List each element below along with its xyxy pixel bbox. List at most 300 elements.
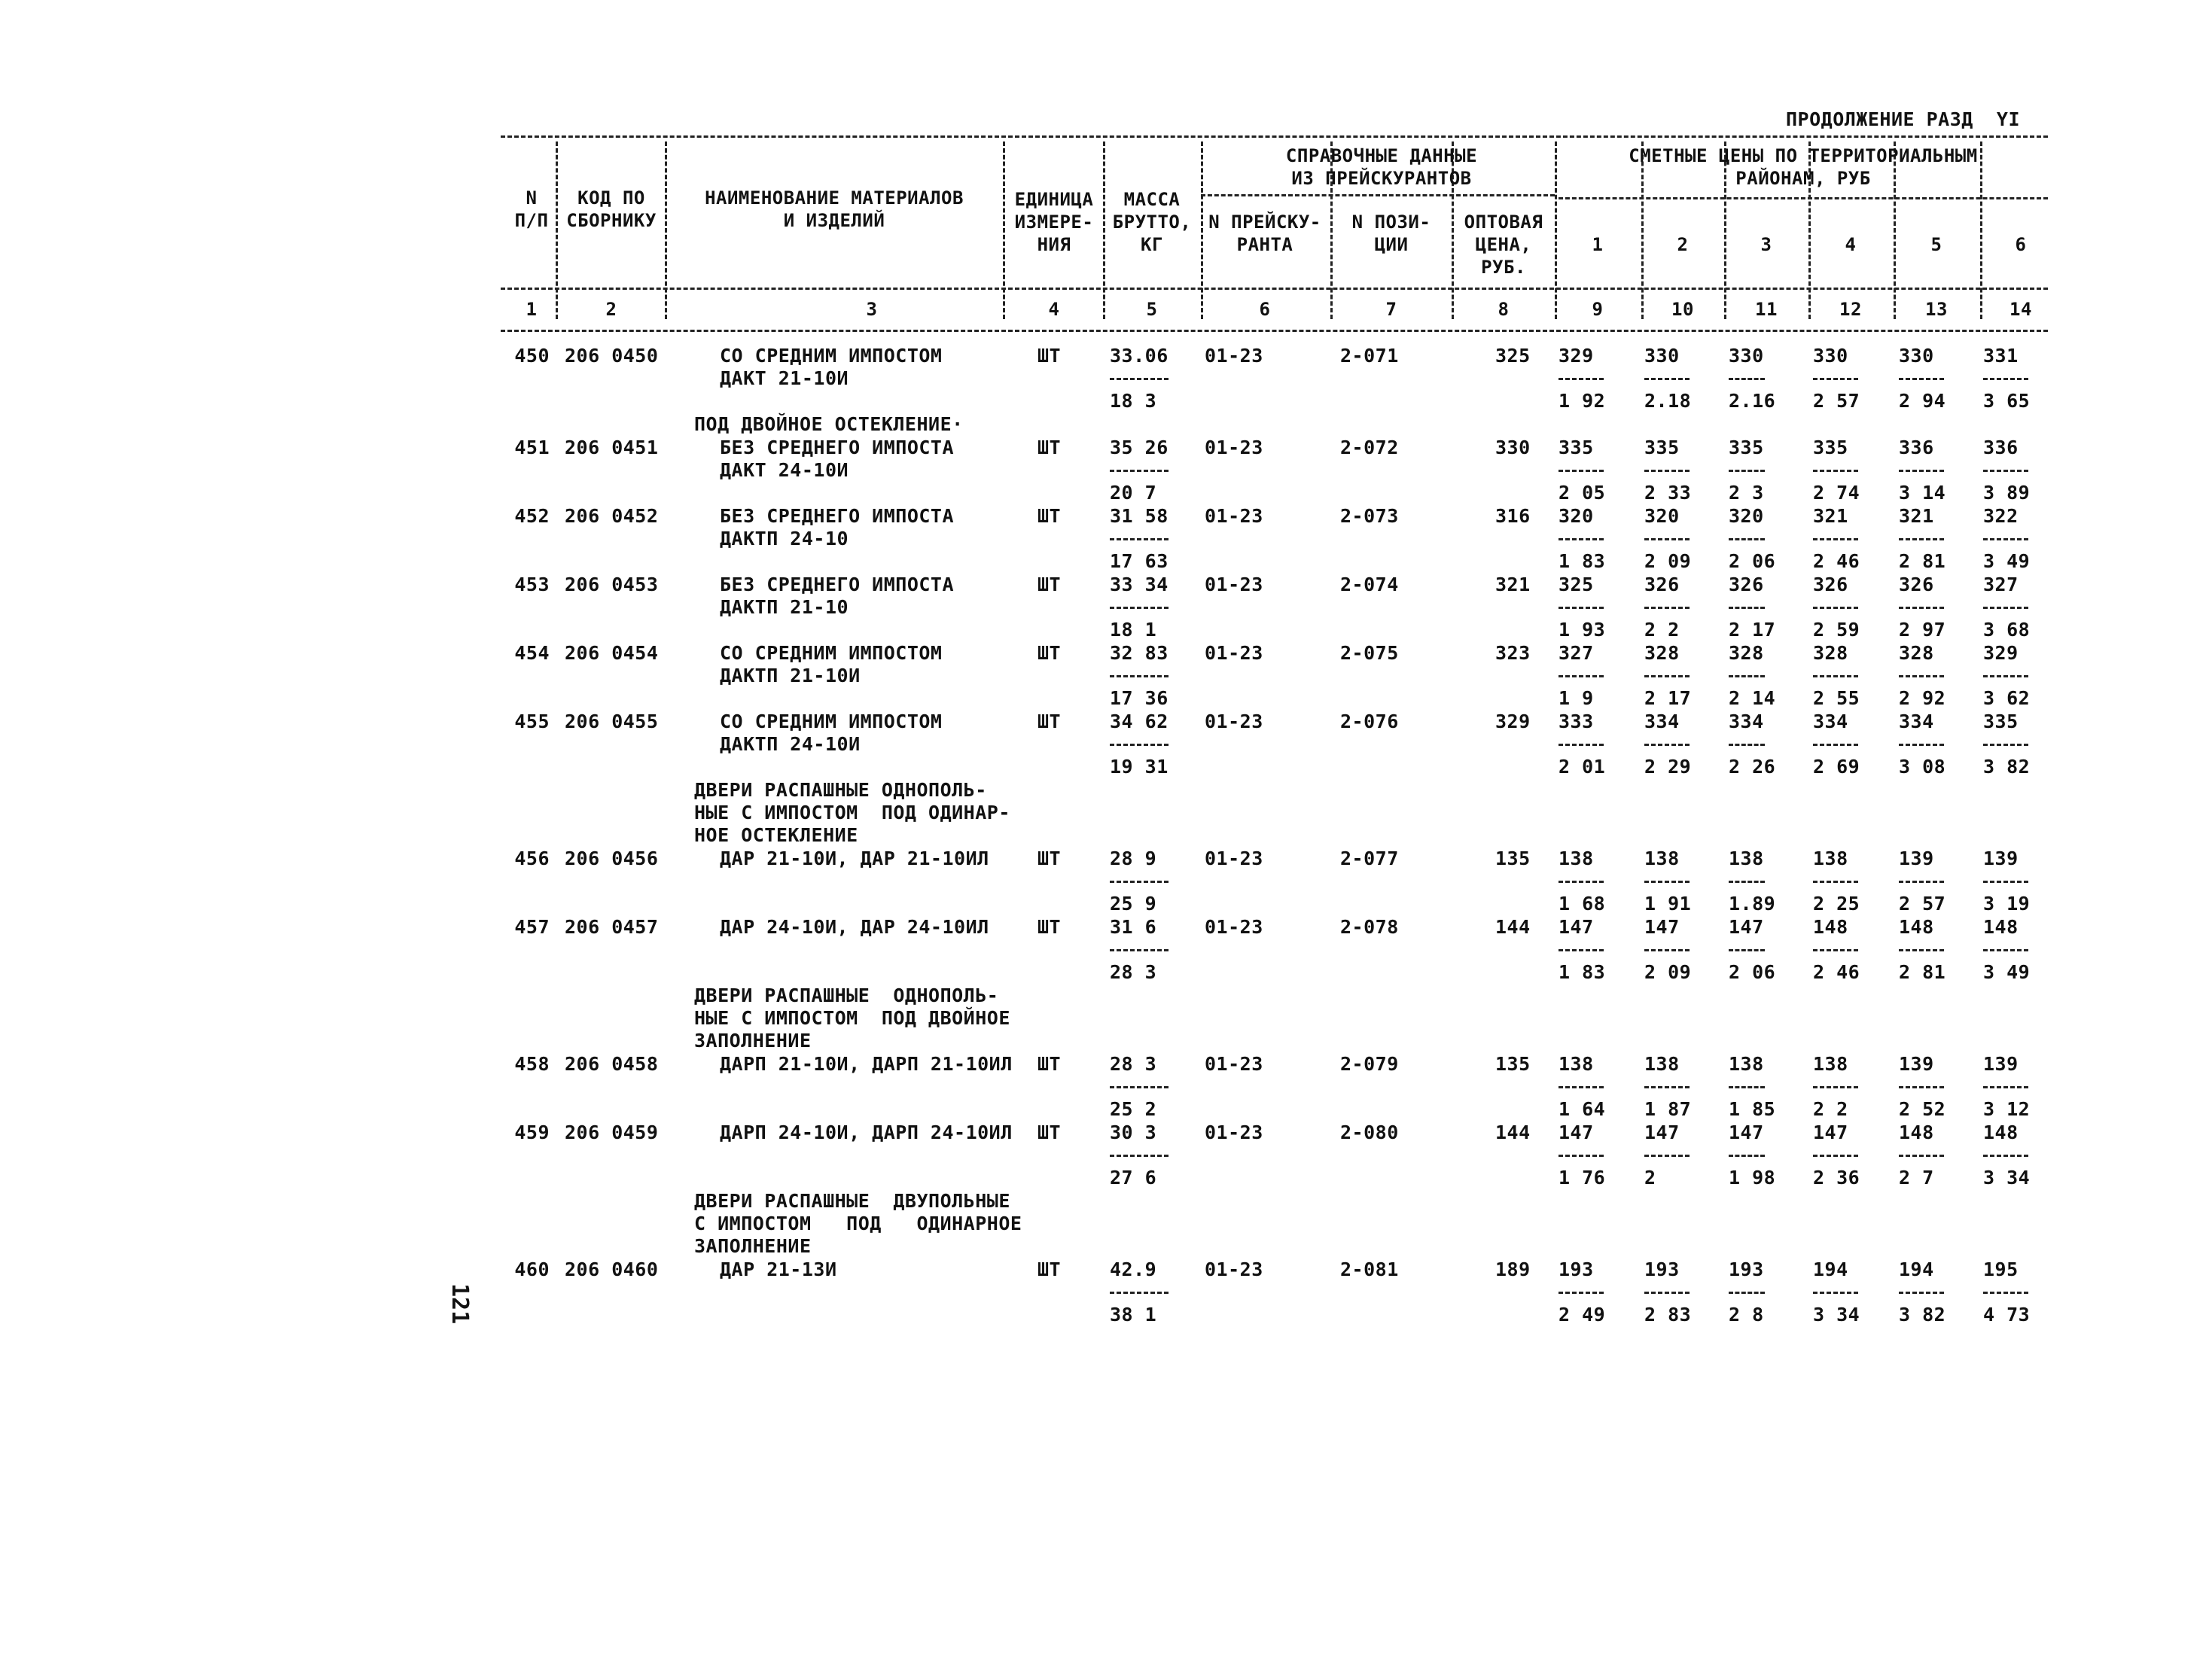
header-col2: КОД ПО xyxy=(577,187,645,208)
region-price-6: 331 xyxy=(1983,345,2019,367)
region-transport-1: 1 92 xyxy=(1559,390,1606,412)
item-name: СО СРЕДНИМ ИМПОСТОМ xyxy=(720,711,943,732)
region-transport-5: 2 52 xyxy=(1899,1098,1946,1120)
unit: ШТ xyxy=(1037,642,1062,664)
region-price-5: 330 xyxy=(1899,345,1934,367)
region-price-fraction-bar xyxy=(1729,538,1765,540)
region-price-fraction-bar xyxy=(1813,675,1858,677)
unit: ШТ xyxy=(1037,437,1062,458)
header-numbers-rule xyxy=(501,330,2048,332)
row-code: 206 0455 xyxy=(565,711,659,732)
position-number: 2-076 xyxy=(1340,711,1399,732)
region-price-1: 320 xyxy=(1559,505,1594,527)
header-bottom-rule xyxy=(501,288,2048,290)
region-price-3: 326 xyxy=(1729,574,1764,595)
mass-brutto: 32 83 xyxy=(1110,642,1169,664)
region-price-fraction-bar xyxy=(1813,881,1858,883)
position-number: 2-075 xyxy=(1340,642,1399,664)
row-number: 455 xyxy=(514,711,550,732)
header-col5: МАССА xyxy=(1123,189,1181,210)
region-price-2: 334 xyxy=(1644,711,1680,732)
region-price-fraction-bar xyxy=(1644,675,1690,677)
region-price-fraction-bar xyxy=(1899,378,1944,380)
region-price-6: 335 xyxy=(1983,711,2019,732)
region-price-fraction-bar xyxy=(1559,744,1604,746)
region-price-fraction-bar xyxy=(1899,949,1944,951)
region-price-fraction-bar xyxy=(1899,1292,1944,1294)
region-price-5: 148 xyxy=(1899,1122,1934,1143)
page-number: 121 xyxy=(446,1283,473,1325)
row-code: 206 0458 xyxy=(565,1053,659,1075)
region-price-fraction-bar xyxy=(1899,1155,1944,1157)
row-code: 206 0450 xyxy=(565,345,659,367)
position-number: 2-072 xyxy=(1340,437,1399,458)
region-transport-5: 2 7 xyxy=(1899,1167,1934,1188)
region-price-6: 139 xyxy=(1983,848,2019,869)
region-price-2: 147 xyxy=(1644,1122,1680,1143)
item-name: ДАРП 24-10И, ДАРП 24-10ИЛ xyxy=(720,1122,1013,1143)
row-code: 206 0451 xyxy=(565,437,659,458)
region-price-1: 138 xyxy=(1559,848,1594,869)
header-column-number: 1 xyxy=(526,299,538,320)
wholesale-price: 323 xyxy=(1495,642,1531,664)
region-transport-3: 2 06 xyxy=(1729,961,1776,983)
region-transport-5: 2 97 xyxy=(1899,619,1946,641)
header-region-2: 2 xyxy=(1677,234,1689,255)
row-code: 206 0454 xyxy=(565,642,659,664)
region-transport-2: 1 91 xyxy=(1644,893,1692,915)
region-transport-5: 3 82 xyxy=(1899,1304,1946,1325)
item-name: БЕЗ СРЕДНЕГО ИМПОСТА xyxy=(720,505,955,527)
header-column-number: 3 xyxy=(866,299,878,320)
region-price-2: 138 xyxy=(1644,1053,1680,1075)
region-transport-5: 2 92 xyxy=(1899,687,1946,709)
region-transport-3: 1 98 xyxy=(1729,1167,1776,1188)
group-heading: ДВЕРИ РАСПАШНЫЕ ОДНОПОЛЬ- xyxy=(694,985,999,1006)
mass-fraction-bar xyxy=(1110,1155,1169,1157)
wholesale-price: 144 xyxy=(1495,916,1531,938)
row-number: 451 xyxy=(514,437,550,458)
item-name: ДАКТ 24-10И xyxy=(720,459,849,481)
region-price-1: 329 xyxy=(1559,345,1594,367)
item-name: ДАКТ 21-10И xyxy=(720,367,849,389)
row-number: 454 xyxy=(514,642,550,664)
region-price-fraction-bar xyxy=(1899,1086,1944,1088)
region-transport-6: 3 89 xyxy=(1983,482,2031,504)
region-price-5: 139 xyxy=(1899,848,1934,869)
region-transport-1: 1 68 xyxy=(1559,893,1606,915)
header-region-3: 3 xyxy=(1760,234,1772,255)
price-list-number: 01-23 xyxy=(1205,345,1263,367)
mass-brutto: 28 9 xyxy=(1110,848,1157,869)
region-price-5: 328 xyxy=(1899,642,1934,664)
item-name: БЕЗ СРЕДНЕГО ИМПОСТА xyxy=(720,574,955,595)
region-transport-2: 2 33 xyxy=(1644,482,1692,504)
region-price-fraction-bar xyxy=(1899,675,1944,677)
row-number: 453 xyxy=(514,574,550,595)
region-price-2: 335 xyxy=(1644,437,1680,458)
region-transport-3: 2 8 xyxy=(1729,1304,1764,1325)
region-transport-2: 2 17 xyxy=(1644,687,1692,709)
region-price-2: 330 xyxy=(1644,345,1680,367)
header-column-number: 12 xyxy=(1839,299,1862,320)
unit: ШТ xyxy=(1037,505,1062,527)
header-col4: ИЗМЕРЕ- xyxy=(1014,212,1094,233)
header-group-prices: РАЙОНАМ, РУБ xyxy=(1735,168,1871,189)
region-transport-3: 2 14 xyxy=(1729,687,1776,709)
group-heading: НЫЕ С ИМПОСТОМ ПОД ОДИНАР- xyxy=(694,802,1010,823)
header-col3: И ИЗДЕЛИЙ xyxy=(783,210,885,231)
region-price-fraction-bar xyxy=(1983,1292,2028,1294)
mass-fraction-bar xyxy=(1110,607,1169,609)
header-column-number: 2 xyxy=(605,299,617,320)
region-price-fraction-bar xyxy=(1644,1155,1690,1157)
row-number: 452 xyxy=(514,505,550,527)
wholesale-price: 325 xyxy=(1495,345,1531,367)
row-number: 457 xyxy=(514,916,550,938)
region-price-1: 138 xyxy=(1559,1053,1594,1075)
region-transport-2: 2 xyxy=(1644,1167,1656,1188)
region-price-fraction-bar xyxy=(1899,744,1944,746)
wholesale-price: 189 xyxy=(1495,1258,1531,1280)
position-number: 2-077 xyxy=(1340,848,1399,869)
wholesale-price: 316 xyxy=(1495,505,1531,527)
header-region-6: 6 xyxy=(2015,234,2027,255)
region-price-1: 333 xyxy=(1559,711,1594,732)
group-heading: С ИМПОСТОМ ПОД ОДИНАРНОЕ xyxy=(694,1213,1022,1234)
region-price-1: 193 xyxy=(1559,1258,1594,1280)
region-price-1: 147 xyxy=(1559,916,1594,938)
region-price-4: 138 xyxy=(1813,848,1848,869)
region-price-fraction-bar xyxy=(1813,1292,1858,1294)
region-transport-1: 1 64 xyxy=(1559,1098,1606,1120)
region-transport-1: 1 93 xyxy=(1559,619,1606,641)
region-price-fraction-bar xyxy=(1899,881,1944,883)
unit: ШТ xyxy=(1037,711,1062,732)
price-list-number: 01-23 xyxy=(1205,505,1263,527)
region-price-fraction-bar xyxy=(1729,1155,1765,1157)
section-continuation-title: ПРОДОЛЖЕНИЕ РАЗД YI xyxy=(1786,108,2021,130)
item-name: ДАКТП 21-10 xyxy=(720,596,849,618)
region-price-fraction-bar xyxy=(1983,881,2028,883)
region-transport-6: 3 62 xyxy=(1983,687,2031,709)
region-price-fraction-bar xyxy=(1559,881,1604,883)
price-list-number: 01-23 xyxy=(1205,916,1263,938)
region-price-fraction-bar xyxy=(1899,470,1944,472)
region-price-2: 147 xyxy=(1644,916,1680,938)
row-code: 206 0453 xyxy=(565,574,659,595)
region-price-fraction-bar xyxy=(1559,1155,1604,1157)
region-transport-1: 2 01 xyxy=(1559,756,1606,778)
item-name: ДАКТП 21-10И xyxy=(720,665,861,686)
header-column-number: 6 xyxy=(1259,299,1271,320)
region-price-fraction-bar xyxy=(1729,378,1765,380)
region-transport-5: 2 94 xyxy=(1899,390,1946,412)
region-transport-3: 1 85 xyxy=(1729,1098,1776,1120)
region-transport-2: 2 29 xyxy=(1644,756,1692,778)
region-price-3: 147 xyxy=(1729,916,1764,938)
region-price-fraction-bar xyxy=(1983,378,2028,380)
region-price-3: 138 xyxy=(1729,848,1764,869)
region-price-fraction-bar xyxy=(1559,538,1604,540)
region-price-1: 147 xyxy=(1559,1122,1594,1143)
header-col5: БРУТТО, xyxy=(1112,212,1192,233)
mass-net: 28 3 xyxy=(1110,961,1157,983)
region-price-fraction-bar xyxy=(1813,538,1858,540)
region-price-fraction-bar xyxy=(1983,675,2028,677)
header-column-number: 7 xyxy=(1385,299,1397,320)
region-transport-6: 3 65 xyxy=(1983,390,2031,412)
region-price-fraction-bar xyxy=(1644,881,1690,883)
region-price-fraction-bar xyxy=(1729,675,1765,677)
group-heading: ЗАПОЛНЕНИЕ xyxy=(694,1235,812,1257)
row-code: 206 0456 xyxy=(565,848,659,869)
region-price-5: 194 xyxy=(1899,1258,1934,1280)
mass-brutto: 31 6 xyxy=(1110,916,1157,938)
price-list-number: 01-23 xyxy=(1205,1258,1263,1280)
item-name: БЕЗ СРЕДНЕГО ИМПОСТА xyxy=(720,437,955,458)
position-number: 2-073 xyxy=(1340,505,1399,527)
region-price-5: 334 xyxy=(1899,711,1934,732)
mass-brutto: 42.9 xyxy=(1110,1258,1157,1280)
item-name: СО СРЕДНИМ ИМПОСТОМ xyxy=(720,642,943,664)
item-name: ДАР 21-13И xyxy=(720,1258,837,1280)
wholesale-price: 330 xyxy=(1495,437,1531,458)
region-price-fraction-bar xyxy=(1559,470,1604,472)
row-number: 459 xyxy=(514,1122,550,1143)
region-price-fraction-bar xyxy=(1644,1086,1690,1088)
region-price-fraction-bar xyxy=(1983,538,2028,540)
region-transport-4: 2 36 xyxy=(1813,1167,1860,1188)
region-transport-6: 3 34 xyxy=(1983,1167,2031,1188)
region-transport-6: 3 49 xyxy=(1983,961,2031,983)
region-transport-4: 2 2 xyxy=(1813,1098,1848,1120)
item-name: ДАРП 21-10И, ДАРП 21-10ИЛ xyxy=(720,1053,1013,1075)
mass-net: 17 36 xyxy=(1110,687,1169,709)
region-price-fraction-bar xyxy=(1729,949,1765,951)
group-heading: ДВЕРИ РАСПАШНЫЕ ДВУПОЛЬНЫЕ xyxy=(694,1190,1010,1212)
mass-fraction-bar xyxy=(1110,1086,1169,1088)
header-region-1: 1 xyxy=(1592,234,1604,255)
region-price-fraction-bar xyxy=(1729,470,1765,472)
region-price-fraction-bar xyxy=(1813,470,1858,472)
group-heading: НОЕ ОСТЕКЛЕНИЕ xyxy=(694,824,858,846)
region-price-4: 326 xyxy=(1813,574,1848,595)
region-price-fraction-bar xyxy=(1983,744,2028,746)
region-price-4: 334 xyxy=(1813,711,1848,732)
group-heading: ПОД ДВОЙНОЕ ОСТЕКЛЕНИЕ· xyxy=(694,413,964,435)
region-transport-6: 3 49 xyxy=(1983,550,2031,572)
region-price-4: 328 xyxy=(1813,642,1848,664)
mass-fraction-bar xyxy=(1110,949,1169,951)
header-column-number: 10 xyxy=(1671,299,1694,320)
region-price-fraction-bar xyxy=(1813,607,1858,609)
region-price-3: 147 xyxy=(1729,1122,1764,1143)
mass-brutto: 30 3 xyxy=(1110,1122,1157,1143)
region-transport-6: 3 82 xyxy=(1983,756,2031,778)
mass-brutto: 31 58 xyxy=(1110,505,1169,527)
region-transport-4: 2 59 xyxy=(1813,619,1860,641)
price-list-number: 01-23 xyxy=(1205,574,1263,595)
region-transport-3: 2 26 xyxy=(1729,756,1776,778)
region-price-fraction-bar xyxy=(1899,607,1944,609)
region-price-5: 326 xyxy=(1899,574,1934,595)
region-transport-5: 3 14 xyxy=(1899,482,1946,504)
row-code: 206 0452 xyxy=(565,505,659,527)
region-transport-2: 2.18 xyxy=(1644,390,1692,412)
group-heading: ЗАПОЛНЕНИЕ xyxy=(694,1030,812,1052)
region-transport-5: 2 81 xyxy=(1899,961,1946,983)
position-number: 2-071 xyxy=(1340,345,1399,367)
region-transport-1: 1 9 xyxy=(1559,687,1594,709)
region-transport-4: 2 46 xyxy=(1813,961,1860,983)
region-transport-3: 1.89 xyxy=(1729,893,1776,915)
region-transport-2: 2 09 xyxy=(1644,961,1692,983)
region-price-fraction-bar xyxy=(1813,1086,1858,1088)
item-name: ДАР 24-10И, ДАР 24-10ИЛ xyxy=(720,916,989,938)
region-price-fraction-bar xyxy=(1983,1155,2028,1157)
header-column-number: 11 xyxy=(1755,299,1778,320)
wholesale-price: 135 xyxy=(1495,848,1531,869)
region-price-3: 328 xyxy=(1729,642,1764,664)
row-number: 450 xyxy=(514,345,550,367)
item-name: ДАКТП 24-10 xyxy=(720,528,849,549)
mass-net: 25 9 xyxy=(1110,893,1157,915)
region-transport-3: 2.16 xyxy=(1729,390,1776,412)
region-price-fraction-bar xyxy=(1644,949,1690,951)
mass-brutto: 33.06 xyxy=(1110,345,1169,367)
region-price-5: 336 xyxy=(1899,437,1934,458)
header-col5: КГ xyxy=(1141,234,1163,255)
wholesale-price: 329 xyxy=(1495,711,1531,732)
unit: ШТ xyxy=(1037,1122,1062,1143)
region-price-fraction-bar xyxy=(1729,607,1765,609)
unit: ШТ xyxy=(1037,848,1062,869)
region-price-5: 139 xyxy=(1899,1053,1934,1075)
row-number: 456 xyxy=(514,848,550,869)
region-price-1: 327 xyxy=(1559,642,1594,664)
header-column-number: 13 xyxy=(1925,299,1948,320)
header-column-number: 14 xyxy=(2009,299,2032,320)
header-col8: ЦЕНА, xyxy=(1475,234,1532,255)
group-heading: НЫЕ С ИМПОСТОМ ПОД ДВОЙНОЕ xyxy=(694,1007,1010,1029)
mass-brutto: 35 26 xyxy=(1110,437,1169,458)
mass-net: 19 31 xyxy=(1110,756,1169,778)
header-column-number: 9 xyxy=(1592,299,1604,320)
price-list-number: 01-23 xyxy=(1205,1053,1263,1075)
region-transport-2: 1 87 xyxy=(1644,1098,1692,1120)
header-col6: N ПРЕЙСКУ- xyxy=(1208,212,1321,233)
unit: ШТ xyxy=(1037,916,1062,938)
row-code: 206 0460 xyxy=(565,1258,659,1280)
region-transport-6: 3 68 xyxy=(1983,619,2031,641)
header-col6: РАНТА xyxy=(1236,234,1293,255)
region-transport-6: 3 19 xyxy=(1983,893,2031,915)
region-price-6: 322 xyxy=(1983,505,2019,527)
region-price-fraction-bar xyxy=(1559,607,1604,609)
region-price-fraction-bar xyxy=(1644,378,1690,380)
mass-net: 18 3 xyxy=(1110,390,1157,412)
region-price-3: 335 xyxy=(1729,437,1764,458)
unit: ШТ xyxy=(1037,1053,1062,1075)
item-name: ДАКТП 24-10И xyxy=(720,733,861,755)
region-price-fraction-bar xyxy=(1983,470,2028,472)
region-price-fraction-bar xyxy=(1559,949,1604,951)
mass-net: 17 63 xyxy=(1110,550,1169,572)
region-price-fraction-bar xyxy=(1813,949,1858,951)
header-col1: П/П xyxy=(514,210,549,231)
header-col2: СБОРНИКУ xyxy=(566,210,657,231)
mass-net: 38 1 xyxy=(1110,1304,1157,1325)
region-transport-1: 1 83 xyxy=(1559,550,1606,572)
mass-fraction-bar xyxy=(1110,881,1169,883)
region-price-fraction-bar xyxy=(1729,881,1765,883)
wholesale-price: 321 xyxy=(1495,574,1531,595)
region-transport-2: 2 09 xyxy=(1644,550,1692,572)
mass-net: 20 7 xyxy=(1110,482,1157,504)
region-transport-4: 2 46 xyxy=(1813,550,1860,572)
region-price-3: 334 xyxy=(1729,711,1764,732)
row-number: 460 xyxy=(514,1258,550,1280)
mass-fraction-bar xyxy=(1110,470,1169,472)
item-name: ДАР 21-10И, ДАР 21-10ИЛ xyxy=(720,848,989,869)
region-transport-4: 2 57 xyxy=(1813,390,1860,412)
region-price-6: 139 xyxy=(1983,1053,2019,1075)
unit: ШТ xyxy=(1037,345,1062,367)
region-price-6: 327 xyxy=(1983,574,2019,595)
header-region-4: 4 xyxy=(1845,234,1857,255)
region-price-fraction-bar xyxy=(1644,470,1690,472)
header-col7: N ПОЗИ- xyxy=(1351,212,1431,233)
region-transport-2: 2 2 xyxy=(1644,619,1680,641)
region-price-4: 330 xyxy=(1813,345,1848,367)
region-transport-5: 2 81 xyxy=(1899,550,1946,572)
region-transport-2: 2 83 xyxy=(1644,1304,1692,1325)
header-col3: НАИМЕНОВАНИЕ МАТЕРИАЛОВ xyxy=(705,187,964,208)
region-transport-4: 3 34 xyxy=(1813,1304,1860,1325)
header-top-rule xyxy=(501,135,2048,138)
region-price-4: 194 xyxy=(1813,1258,1848,1280)
region-transport-3: 2 3 xyxy=(1729,482,1764,504)
mass-net: 25 2 xyxy=(1110,1098,1157,1120)
region-transport-4: 2 25 xyxy=(1813,893,1860,915)
region-price-6: 148 xyxy=(1983,1122,2019,1143)
mass-fraction-bar xyxy=(1110,378,1169,380)
unit: ШТ xyxy=(1037,1258,1062,1280)
region-price-4: 147 xyxy=(1813,1122,1848,1143)
region-price-fraction-bar xyxy=(1559,378,1604,380)
position-number: 2-080 xyxy=(1340,1122,1399,1143)
region-price-6: 336 xyxy=(1983,437,2019,458)
position-number: 2-078 xyxy=(1340,916,1399,938)
region-price-4: 138 xyxy=(1813,1053,1848,1075)
region-price-4: 321 xyxy=(1813,505,1848,527)
region-price-3: 330 xyxy=(1729,345,1764,367)
mass-net: 18 1 xyxy=(1110,619,1157,641)
region-price-fraction-bar xyxy=(1813,1155,1858,1157)
position-number: 2-074 xyxy=(1340,574,1399,595)
region-price-fraction-bar xyxy=(1813,744,1858,746)
item-name: СО СРЕДНИМ ИМПОСТОМ xyxy=(720,345,943,367)
region-price-fraction-bar xyxy=(1644,1292,1690,1294)
price-list-number: 01-23 xyxy=(1205,437,1263,458)
price-list-number: 01-23 xyxy=(1205,1122,1263,1143)
header-col8: РУБ. xyxy=(1481,257,1526,278)
header-col8: ОПТОВАЯ xyxy=(1464,212,1543,233)
region-transport-5: 3 08 xyxy=(1899,756,1946,778)
region-transport-3: 2 06 xyxy=(1729,550,1776,572)
group-heading: ДВЕРИ РАСПАШНЫЕ ОДНОПОЛЬ- xyxy=(694,779,987,801)
